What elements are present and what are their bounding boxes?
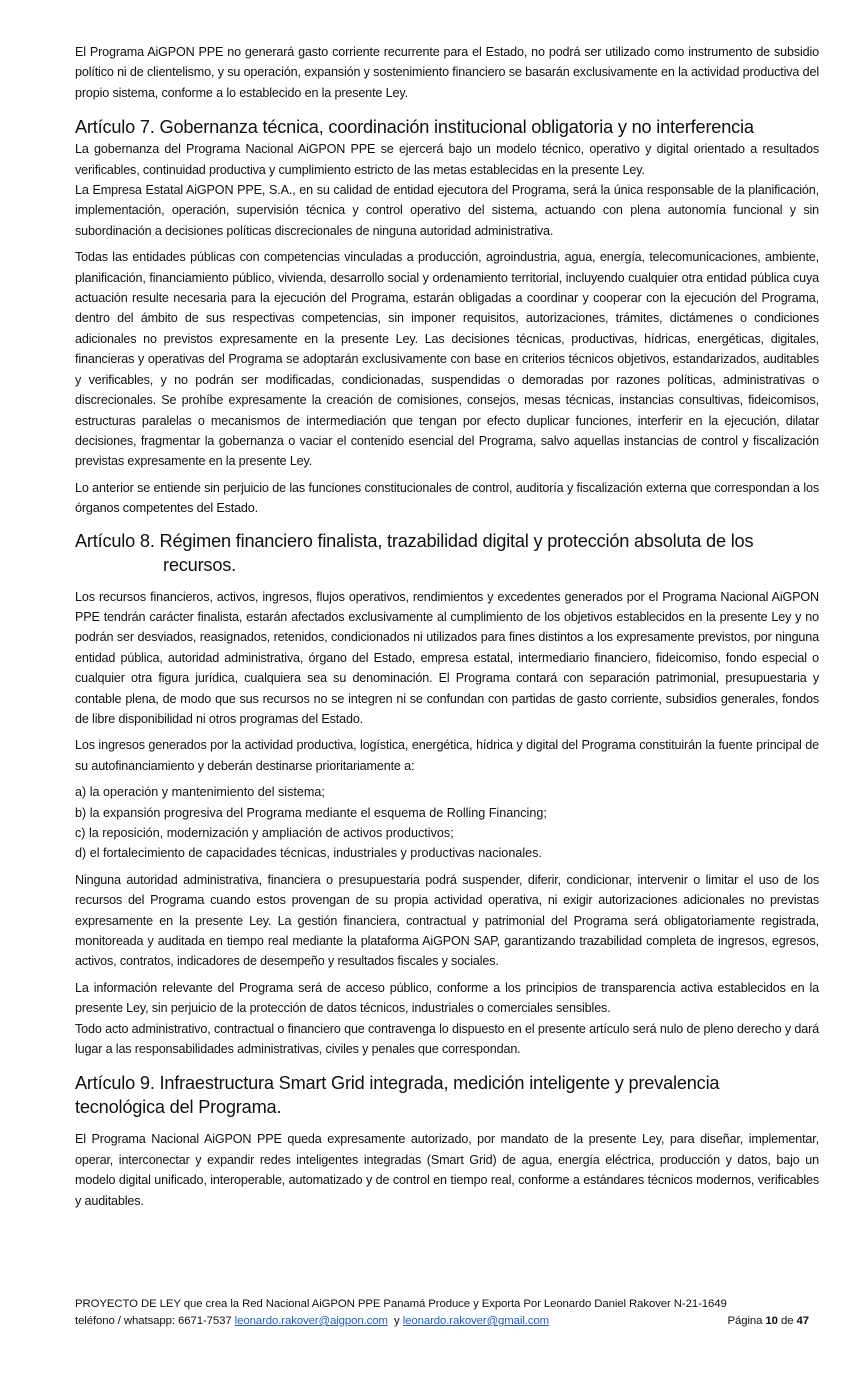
article-8-heading-line2: recursos. — [163, 554, 236, 575]
footer-contact — [75, 1313, 549, 1330]
article-8-heading — [75, 529, 819, 577]
article-7-paragraph: La Empresa Estatal AiGPON PPE, S.A., en su calidad de entidad ejecutora del Programa, será la única responsable de la planificación, implementación, operación, supervisión técnica y control operativo del sistema, actuando con plena autonomía funcional y sin subordinación a decisiones políticas discrecionales de ninguna autoridad administrativa. — [75, 183, 819, 238]
document-page — [75, 42, 819, 1211]
footer-title: PROYECTO DE LEY que crea la Red Nacional AiGPON PPE Panamá Produce y Exporta Por Leonardo Daniel Rakover N-21-1649 — [75, 1298, 727, 1310]
page-total: 47 — [796, 1315, 809, 1327]
page-current: 10 — [765, 1315, 778, 1327]
article-8-paragraph: Los ingresos generados por la actividad productiva, logística, energética, hídrica y digital del Programa constituirán la fuente principal de su autofinanciamiento y deberán destinarse prioritariamente a: — [75, 738, 819, 773]
article-9-paragraph: El Programa Nacional AiGPON PPE queda expresamente autorizado, por mandato de la presente Ley, para diseñar, implementar, operar, interconectar y expandir redes inteligentes integradas (Smart Grid) de agua, energía eléctrica, producción y datos, bajo un modelo digital unificado, interoperable, automatizado y de control en tiempo real, conforme a estándares técnicos modernos, verificables y auditables. — [75, 1132, 819, 1208]
footer-phone: teléfono / whatsapp: 6671-7537 — [75, 1315, 235, 1327]
list-item: d) el fortalecimiento de capacidades técnicas, industriales y productivas nacionales. — [75, 846, 542, 861]
intro-paragraph: El Programa AiGPON PPE no generará gasto corriente recurrente para el Estado, no podrá ser utilizado como instrumento de subsidio político ni de clientelismo, y su operación, expansión y sostenimiento financiero se basarán exclusivamente en la actividad productiva del propio sistema, conforme a lo establecido en la presente Ley. — [75, 45, 819, 100]
article-8-paragraph: Ninguna autoridad administrativa, financiera o presupuestaria podrá suspender, diferir, condicionar, intervenir o limitar el uso de los recursos del Programa cuando estos provengan de su propia actividad operativa, ni exigir autorizaciones adicionales no previstas expresamente en la presente Ley. La gestión financiera, contractual y patrimonial del Programa será obligatoriamente registrada, monitoreada y auditada en tiempo real mediante la plataforma AiGPON SAP, garantizando trazabilidad completa de ingresos, egresos, activos, contratos, indicadores de desempeño y resultados fiscales y sociales. — [75, 872, 819, 969]
email-link-aigpon[interactable]: leonardo.rakover@aigpon.com — [234, 1315, 388, 1327]
article-8-list — [75, 782, 819, 864]
list-item: a) la operación y mantenimiento del sistema; — [75, 785, 325, 800]
article-8-heading-line1: Artículo 8. Régimen financiero finalista, trazabilidad digital y protección absoluta de los — [75, 530, 754, 551]
article-8-paragraph: La información relevante del Programa será de acceso público, conforme a los principios de transparencia activa establecidos en la presente Ley, sin perjuicio de la protección de datos técnicos, industriales o comerciales sensibles. — [75, 980, 819, 1016]
article-9-heading-line2: tecnológica del Programa. — [75, 1097, 282, 1118]
page-number — [727, 1313, 819, 1330]
article-9-heading-line1: Artículo 9. Infraestructura Smart Grid integrada, medición inteligente y prevalencia — [75, 1073, 720, 1094]
page-footer — [75, 1296, 819, 1330]
page-prefix: Página — [727, 1315, 766, 1327]
article-7-paragraph: La gobernanza del Programa Nacional AiGPON PPE se ejercerá bajo un modelo técnico, operativo y digital orientado a resultados verificables, continuidad productiva y cumplimiento estricto de las metas establecidas en la presente Ley. — [75, 142, 819, 177]
footer-contact-row — [75, 1313, 819, 1330]
article-9-heading — [75, 1071, 819, 1119]
footer-separator: y — [387, 1315, 403, 1327]
page-of: de — [777, 1315, 797, 1327]
article-7-heading: Artículo 7. Gobernanza técnica, coordinación institucional obligatoria y no interferencia — [75, 117, 754, 138]
article-7-paragraph: Todas las entidades públicas con competencias vinculadas a producción, agroindustria, agua, energía, telecomunicaciones, ambiente, planificación, financiamiento público, vivienda, desarrollo social y ordenamiento territorial, incluyendo cualquier otra entidad pública cuya actuación resulte necesaria para la ejecución del Programa, estarán obligadas a coordinar y cooperar con la ejecución del Programa, dentro del ámbito de sus respectivas competencias, sin imponer requisitos, autorizaciones, trámites, dictámenes o condiciones adicionales no previstos expresamente en la presente Ley. Las decisiones técnicas, productivas, hídricas, energéticas, digitales, financieras y operativas del Programa se adoptarán exclusivamente con base en criterios técnicos objetivos, estandarizados, auditables y verificables, y no podrán ser modificadas, condicionadas, suspendidas o demoradas por razones políticas, administrativas o discrecionales. Se prohíbe expresamente la creación de comisiones, consejos, mesas técnicas, instancias consultivas, fideicomisos, estructuras paralelas o mecanismos de intermediación que tengan por efecto duplicar funciones, interferir en la ejecución, dilatar decisiones, fragmentar la gobernanza o vaciar el contenido esencial del Programa, salvo aquellas instancias de control y fiscalización previstas expresamente en la presente Ley. — [75, 250, 819, 469]
list-item: b) la expansión progresiva del Programa mediante el esquema de Rolling Financing; — [75, 805, 547, 820]
article-8-paragraph: Todo acto administrativo, contractual o financiero que contravenga lo dispuesto en el presente artículo será nulo de pleno derecho y dará lugar a las responsabilidades administrativas, civiles y penales que correspondan. — [75, 1021, 819, 1057]
article-7-paragraph: Lo anterior se entiende sin perjuicio de las funciones constitucionales de control, auditoría y fiscalización externa que correspondan a los órganos competentes del Estado. — [75, 480, 819, 516]
email-link-gmail[interactable]: leonardo.rakover@gmail.com — [402, 1315, 550, 1327]
list-item: c) la reposición, modernización y ampliación de activos productivos; — [75, 826, 454, 840]
article-8-paragraph: Los recursos financieros, activos, ingresos, flujos operativos, rendimientos y excedentes generados por el Programa Nacional AiGPON PPE tendrán carácter finalista, estarán afectados exclusivamente al cumplimiento de los objetivos establecidos en la presente Ley y no podrán ser desviados, reasignados, retenidos, condicionados ni utilizados para fines distintos a los expresamente previstos, por ninguna entidad pública, autoridad administrativa, órgano del Estado, empresa estatal, intermediario financiero, fideicomiso, fondo especial o cualquier otra figura jurídica, cualquiera sea su denominación. El Programa contará con separación patrimonial, presupuestaria y contable plena, de modo que sus recursos no se integren ni se confundan con partidas de gasto corriente, subsidios generales, fondos de libre disponibilidad ni otros programas del Estado. — [75, 589, 819, 726]
